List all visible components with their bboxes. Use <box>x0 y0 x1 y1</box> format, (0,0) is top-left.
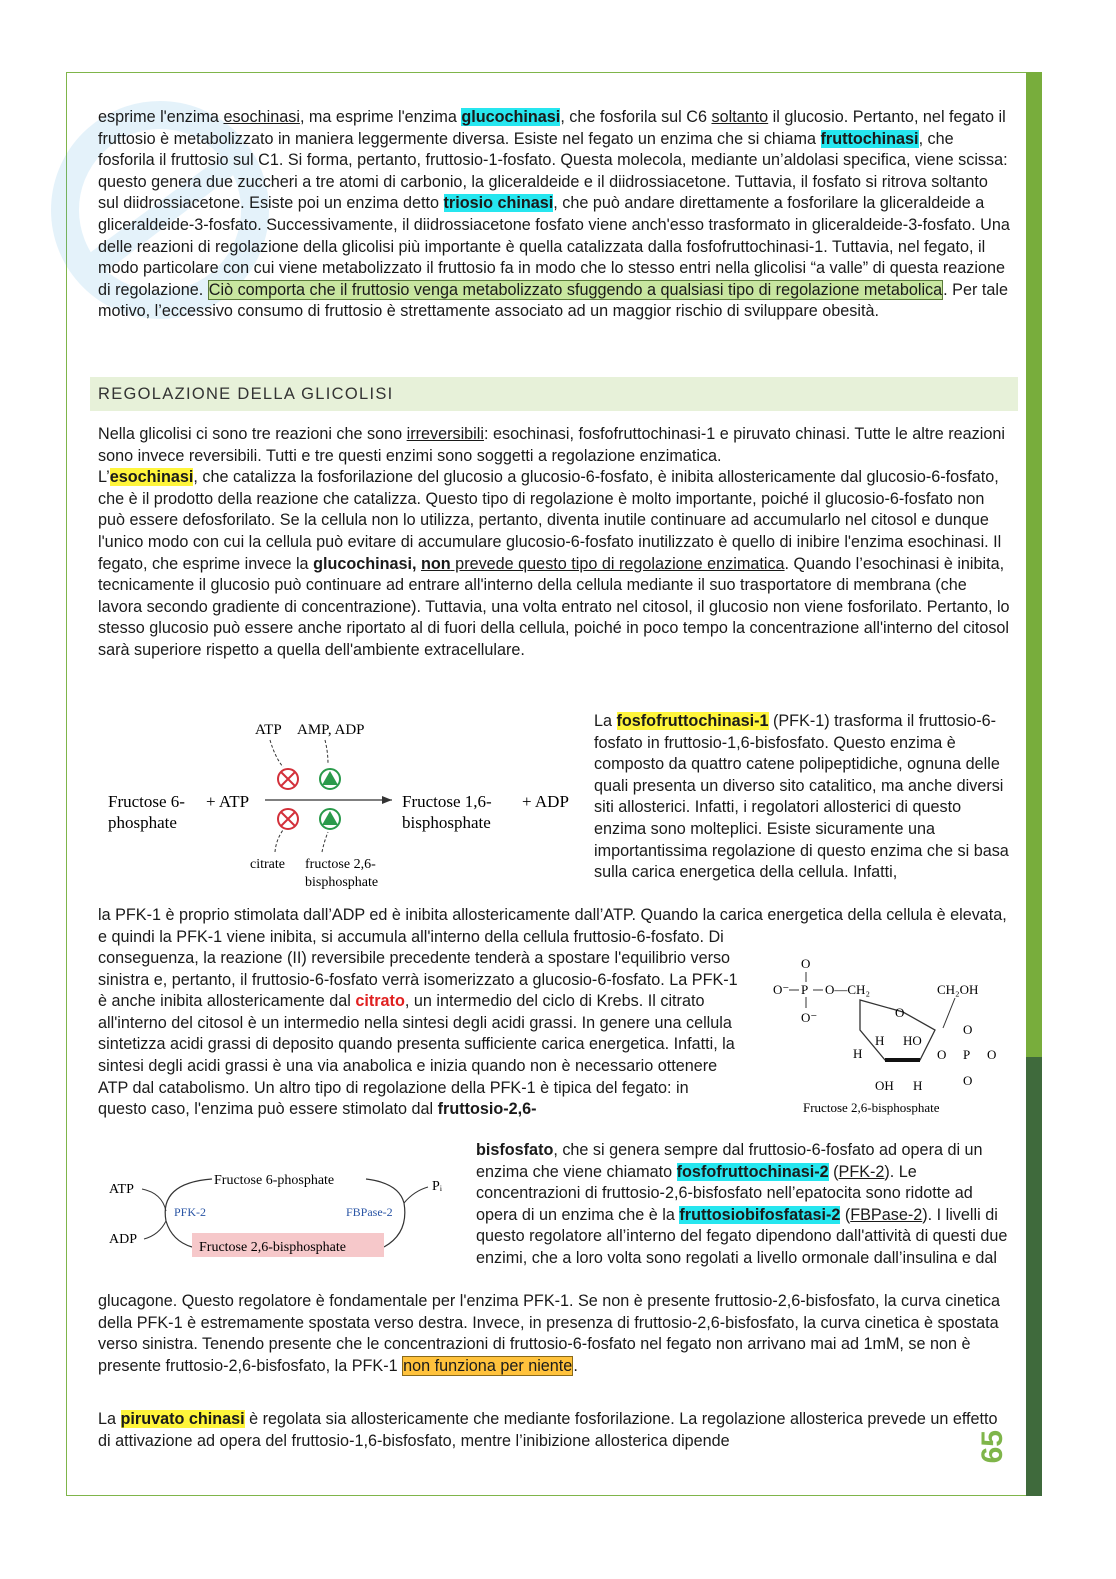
fig2-o-bottom: O⁻ <box>801 1010 818 1025</box>
fig1-amp-adp: AMP, ADP <box>297 722 365 738</box>
citrate-paragraph: conseguenza, la reazione (II) reversibile precedente tenderà a spostare l'equilibrio verso sinistra e, pertanto, il fruttosio-6-fosfato verrà isomerizzato a glucosio-6-fosfato. La PFK-1 è anche inibita allostericamente dal citrato, un intermedio del ciclo di Krebs. Il citrato all'interno del citosol è un intermedio nella sintesi degli acidi grassi. In genere una cellula sintetizza acidi grassi di deposito quando presenta sufficiente carica energetica. Infatti, la sintesi degli acidi grassi è una via anabolica e inizia quando non è necessario ottenere ATP dal catabolismo. Un altro tipo di regolazione della PFK-1 è tipica del fegato: in questo caso, l'enzima può essere stimolato dal fruttosio-2,6- <box>98 949 738 1119</box>
fig2-o5: O <box>963 1073 973 1088</box>
highlight-fruttochinasi: fruttochinasi <box>820 129 919 148</box>
fig2-h1: H <box>875 1033 885 1048</box>
fig2-o-left: O⁻ <box>773 982 790 997</box>
inhibit-icon-2 <box>278 809 298 829</box>
fig1-citrate: citrate <box>250 857 285 872</box>
fig1-plus-atp: + ATP <box>206 792 250 811</box>
highlight-fruttosiobifosfatasi-2: fruttosiobifosfatasi-2 <box>679 1205 841 1224</box>
fructose-26-bisphosphate-structure <box>765 950 1015 1120</box>
fig1-f26bp-1: fructose 2,6- <box>305 857 376 872</box>
highlight-fosfofruttochinasi-2: fosfofruttochinasi-2 <box>676 1162 829 1181</box>
pfk1-reaction-figure <box>100 712 580 900</box>
activate-icon-2 <box>320 809 340 829</box>
regulation-paragraph: Nella glicolisi ci sono tre reazioni che sono irreversibili: esochinasi, fosfofruttochinasi-1 e piruvato chinasi. Tutte le altre reazioni sono invece reversibili. Tutti e tre questi enzimi sono soggetti a regolazione enzimatica. L’esochinasi, che catalizza la fosforilazione del glucosio a glucosio-6-fosfato, è inibita allostericamente dal glucosio-6-fosfato, che è il prodotto della reazione che catalizza. Questo tipo di regolazione è molto importante, poiché il glucosio-6-fosfato non può essere defosforilato. Se la cellula non lo utilizza, pertanto, diventa inutile continuare ad accumularlo nel citosol e dunque l'unico modo con cui la cellula può evitare di accumulare glucosio-6-fosfato inutilizzato è quello di inibire l'enzima esochinasi. Il fegato, che esprime invece la glucochinasi, non prevede questo tipo di regolazione enzimatica. Quando l’esochinasi è inibita, tecnicamente il glucosio può continuare ad entrare all'interno della cellula mediante il suo trasportatore di membrana (che lavora secondo gradiente di concentrazione). Tuttavia, una volta entrato nel citosol, il glucosio non viene fosforilato. Pertanto, lo stesso glucosio può essere anche riportato al di fuori della cellula, poiché in poco tempo la concentrazione all'interno del citosol sarà superiore rispetto a quella dell'ambiente extracellulare. <box>98 425 1010 659</box>
fig1-f16bp-2: bisphosphate <box>402 813 491 832</box>
fig3-atp: ATP <box>109 1182 134 1197</box>
fig2-oh: OH <box>875 1078 894 1093</box>
page-number: 65 <box>976 1430 1009 1464</box>
fig2-h2: H <box>853 1046 863 1061</box>
fig2-caption: Fructose 2,6-bisphosphate <box>803 1100 940 1115</box>
fig2-ring-o: O <box>895 1005 905 1020</box>
fig1-f26bp-2: bisphosphate <box>305 875 379 890</box>
section-title: REGOLAZIONE DELLA GLICOLISI <box>90 377 1018 411</box>
fig3-pfk2: PFK-2 <box>174 1205 207 1219</box>
side-bar-top <box>1026 72 1042 1057</box>
side-bar-bottom <box>1026 1057 1042 1496</box>
fig1-f6p-1: Fructose 6- <box>108 792 185 811</box>
highlight-esochinasi: esochinasi <box>109 468 194 487</box>
fig2-p: P <box>801 982 809 997</box>
highlight-fosfofruttochinasi-1: fosfofruttochinasi-1 <box>616 712 769 730</box>
highlight-non-funziona: non funziona per niente <box>403 1356 573 1375</box>
fig3-fbpase2: FBPase-2 <box>346 1205 393 1219</box>
highlight-glucochinasi: glucochinasi <box>461 108 561 126</box>
activate-icon-1 <box>320 769 340 789</box>
glucagon-paragraph: glucagone. Questo regolatore è fondamentale per l'enzima PFK-1. Se non è presente fruttosio-2,6-bisfosfato, la curva cinetica della PFK-1 è estremamente spostata verso destra. Invece, in presenza di fruttosio-2,6-bisfosfato, la curva cinetica è spostata verso sinistra. Tenendo presente che le concentrazioni di fruttosio-6-fosfato nel fegato non arrivano mai ad 1mM, se non è presente fruttosio-2,6-bisfosfato, la PFK-1 non funziona per niente. <box>98 1292 1001 1375</box>
highlight-citrato: citrato <box>355 992 405 1011</box>
fig1-plus-adp: + ADP <box>522 792 569 811</box>
fig2-o3: O <box>987 1047 997 1062</box>
intro-paragraph: esprime l'enzima esochinasi, ma esprime l'enzima glucochinasi, che fosforila sul C6 soltanto il glucosio. Pertanto, nel fegato il fruttosio è metabolizzato in maniera leggermente diversa. Esiste nel fegato un enzima che si chiama fruttochinasi, che fosforila il fruttosio sul C1. Si forma, pertanto, fruttosio-1-fosfato. Questa molecola, mediante un’aldolasi specifica, viene scissa: questo genera due zuccheri a tre atomi di carbonio, la gliceraldeide e il diidrossiacetone. Tuttavia, il fosfato si ritrova soltanto sul diidrossiacetone. Esiste poi un enzima detto triosio chinasi, che può andare direttamente a fosforilare la gliceraldeide a gliceraldeide-3-fosfato. Successivamente, il diidrossiacetone fosfato viene anch'esso trasformato in gliceraldeide-3-fosfato. Una delle reazioni di regolazione della glicolisi più importante è quella catalizzata dalla fosfofruttochinasi-1. Tuttavia, nel fegato, il modo particolare con cui viene metabolizzato il fruttosio fa in modo che lo stesso entri nella glicolisi “a valle” di questa reazione di regolazione. Ciò comporta che il fruttosio venga metabolizzato sfuggendo a qualsiasi tipo di regolazione metabolica. Per tale motivo, l’eccessivo consumo di fruttosio è strettamente associato ad un maggior rischio di sviluppare obesità. <box>98 108 1010 321</box>
fig2-p2: P <box>963 1047 971 1062</box>
pyruvate-paragraph: La piruvato chinasi è regolata sia allostericamente che mediante fosforilazione. La regolazione allosterica prevede un effetto di attivazione ad opera del fruttosio-1,6-bisfosfato, mentre l’inibizione allosterica dipende <box>98 1410 998 1450</box>
highlight-piruvato-chinasi: piruvato chinasi <box>120 1410 245 1428</box>
highlight-fruttosio-regolazione: Ciò comporta che il fruttosio venga metabolizzato sfuggendo a qualsiasi tipo di regolazione metabolica <box>208 280 943 299</box>
fig3-f6p: Fructose 6-phosphate <box>214 1173 335 1188</box>
fig2-h3: H <box>913 1078 923 1093</box>
pfk2-fbpase2-figure <box>104 1163 464 1263</box>
fig2-o-ch2: O—CH₂ <box>825 982 870 997</box>
fig1-f16bp-1: Fructose 1,6- <box>402 792 492 811</box>
fig2-ho: HO <box>903 1033 922 1048</box>
fig2-o4: O <box>963 1022 973 1037</box>
fig1-atp: ATP <box>255 722 282 738</box>
f26bp-side-paragraph: bisfosfato, che si genera sempre dal fruttosio-6-fosfato ad opera di un enzima che viene chiamato fosfofruttochinasi-2 (PFK-2). Le concentrazioni di fruttosio-2,6-bisfosfato nell’epatocita sono ridotte ad opera di un enzima che è la fruttosiobifosfatasi-2 (FBPase-2). I livelli di questo regolatore all’interno del fegato dipendono dall'attività di questi due enzimi, che a loro volta sono regolati a livello ormonale dall’insulina e dal <box>476 1141 1008 1267</box>
pfk1-continuation: la PFK-1 è proprio stimolata dall’ADP ed è inibita allostericamente dall’ATP. Quando la carica energetica della cellula è elevata, e quindi la PFK-1 viene inibita, si accumula all'interno della cellula fruttosio-6-fosfato. Di <box>98 906 1007 946</box>
fig2-o-top: O <box>801 956 811 971</box>
fig3-f26bp-box: Fructose 2,6-bisphosphate <box>199 1240 346 1255</box>
fig2-ch2oh: CH₂OH <box>937 982 979 997</box>
fig2-o2: O <box>937 1047 947 1062</box>
pfk1-side-paragraph: La fosfofruttochinasi-1 (PFK-1) trasforma il fruttosio-6-fosfato in fruttosio-1,6-bisfosfato. Questo enzima è composto da quattro catene polipeptidiche, ognuna delle quali presenta un diverso sito catalitico, ma anche diversi siti allosterici. Infatti, i regolatori allosterici di questo enzima sono molteplici. Esiste sicuramente una importantissima regolazione di questo enzima che si basa sulla carica energetica della cellula. Infatti, <box>594 712 1009 882</box>
fig1-f6p-2: phosphate <box>108 813 177 832</box>
highlight-triosio-chinasi: triosio chinasi <box>443 194 554 213</box>
fig3-adp: ADP <box>109 1232 138 1247</box>
inhibit-icon-1 <box>278 769 298 789</box>
fig3-pi: Pᵢ <box>432 1179 443 1194</box>
